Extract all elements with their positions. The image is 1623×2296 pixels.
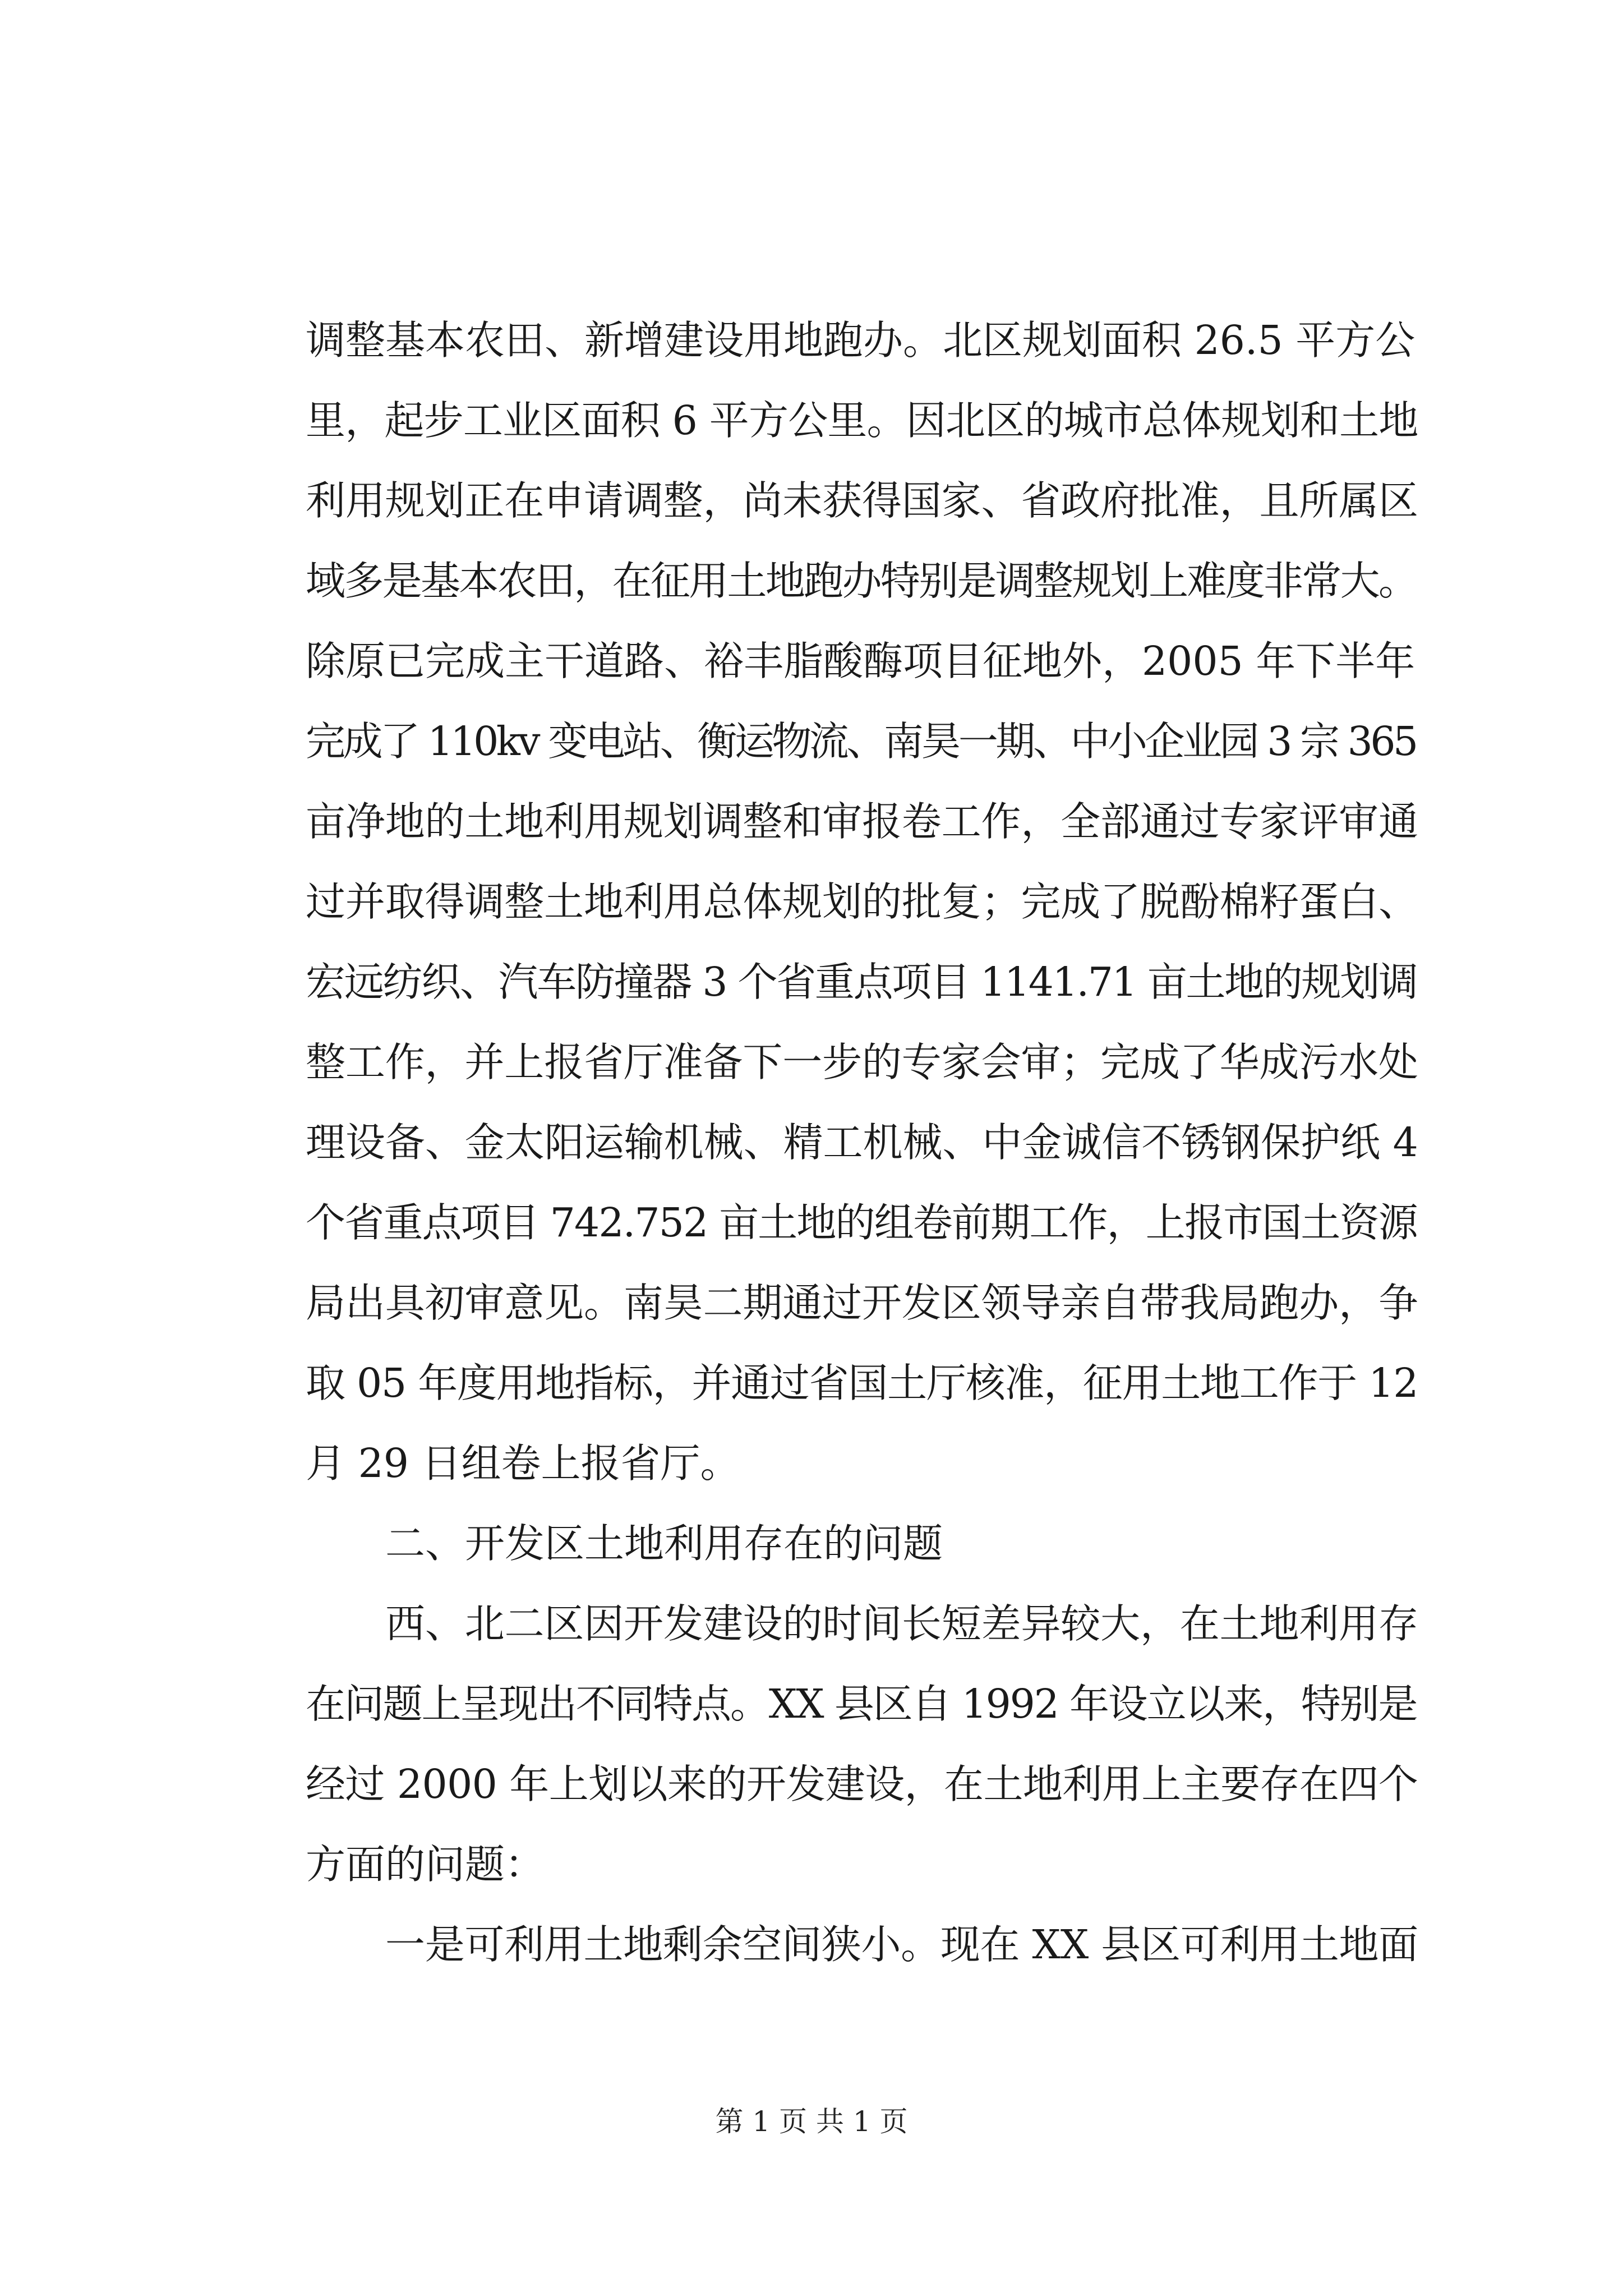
text-line: 二、开发区土地利用存在的问题 bbox=[385, 1520, 943, 1567]
text-line: 个省重点项目 742.752 亩土地的组卷前期工作，上报市国土资源 bbox=[306, 1199, 1417, 1246]
text-line: 除原已完成主干道路、裕丰脂酸酶项目征地外，2005 年下半年 bbox=[306, 638, 1415, 684]
text-line: 调整基本农田、新增建设用地跑办。北区规划面积 26.5 平方公 bbox=[306, 317, 1415, 364]
text-line: 宏远纺织、汽车防撞器 3 个省重点项目 1141.71 亩土地的规划调 bbox=[306, 959, 1417, 1005]
document-body bbox=[306, 300, 1418, 1985]
text-line: 过并取得调整土地利用总体规划的批复；完成了脱酚棉籽蛋白、 bbox=[306, 878, 1418, 925]
text-line: 亩净地的土地利用规划调整和审报卷工作，全部通过专家评审通 bbox=[306, 798, 1418, 845]
text-line: 经过 2000 年上划以来的开发建设，在土地利用上主要存在四个 bbox=[306, 1761, 1418, 1807]
text-line: 利用规划正在申请调整，尚未获得国家、省政府批准，且所属区 bbox=[306, 477, 1418, 524]
page-footer: 第 1 页 共 1 页 bbox=[715, 2105, 908, 2138]
text-line: 取 05 年度用地指标，并通过省国土厅核准，征用土地工作于 12 bbox=[306, 1360, 1418, 1406]
text-line: 一是可利用土地剩余空间狭小。现在 XX 县区可利用土地面 bbox=[385, 1921, 1418, 1968]
text-line: 在问题上呈现出不同特点。XX 县区自 1992 年设立以来，特别是 bbox=[306, 1681, 1417, 1727]
text-line: 方面的问题： bbox=[306, 1841, 545, 1888]
text-line: 局出具初审意见。南昊二期通过开发区领导亲自带我局跑办，争 bbox=[306, 1280, 1418, 1326]
text-line: 完成了 110kv 变电站、衡运物流、南昊一期、中小企业园 3 宗 365 bbox=[306, 718, 1416, 765]
text-line: 月 29 日组卷上报省厅。 bbox=[306, 1440, 740, 1487]
text-line: 理设备、金太阳运输机械、精工机械、中金诚信不锈钢保护纸 4 bbox=[306, 1119, 1418, 1166]
text-line: 域多是基本农田，在征用土地跑办特别是调整规划上难度非常大。 bbox=[306, 558, 1417, 604]
text-line: 整工作，并上报省厅准备下一步的专家会审；完成了华成污水处 bbox=[306, 1039, 1418, 1085]
text-line: 里，起步工业区面积 6 平方公里。因北区的城市总体规划和土地 bbox=[306, 397, 1418, 444]
text-line: 西、北二区因开发建设的时间长短差异较大，在土地利用存 bbox=[385, 1600, 1418, 1647]
